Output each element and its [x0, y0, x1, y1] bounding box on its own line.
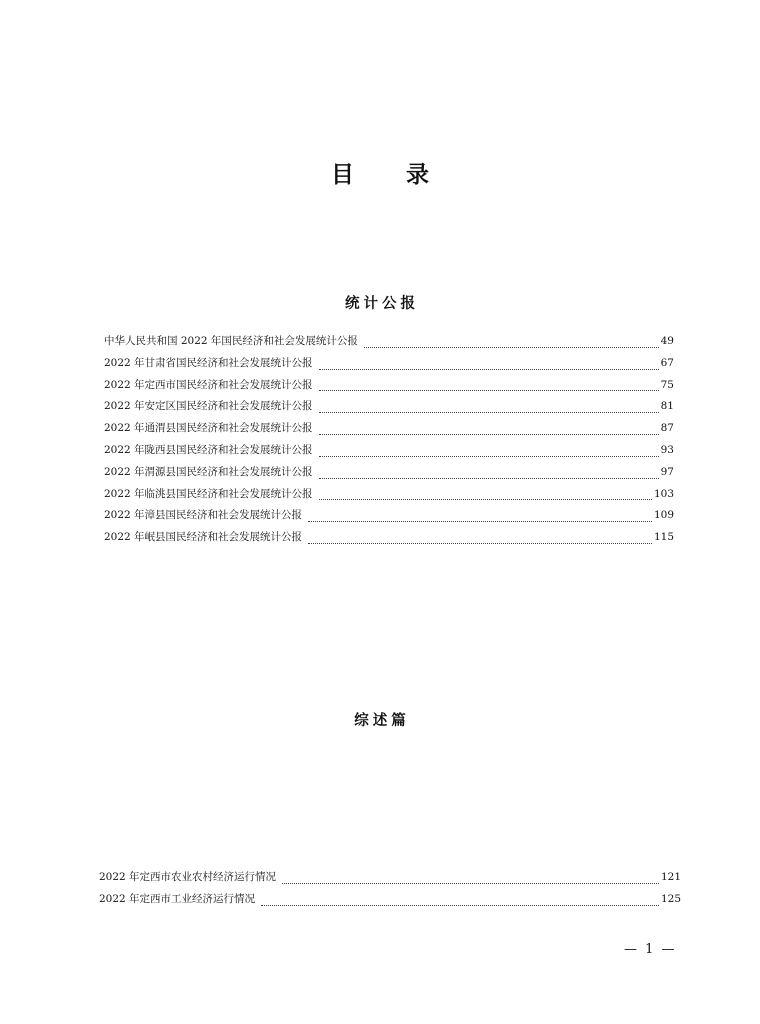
toc-leader-dots: [319, 455, 659, 457]
toc-leader-dots: [319, 498, 652, 500]
toc-leader-dots: [282, 882, 659, 884]
page-number: — 1 —: [624, 942, 677, 957]
toc-entry[interactable]: [104, 398, 674, 420]
toc-entry-label: 2022 年岷县国民经济和社会发展统计公报: [104, 531, 303, 544]
toc-entry[interactable]: [104, 464, 674, 486]
toc-leader-dots: [319, 389, 659, 391]
toc-entry[interactable]: [104, 486, 674, 508]
toc-entry[interactable]: [99, 891, 681, 913]
toc-leader-dots: [308, 520, 652, 522]
toc-leader-dots: [319, 477, 659, 479]
toc-entry[interactable]: [104, 442, 674, 464]
toc-entry-label: 2022 年渭源县国民经济和社会发展统计公报: [104, 465, 313, 478]
toc-entry-page: 97: [660, 465, 674, 478]
toc-entry[interactable]: [104, 377, 674, 399]
toc-entry-page: 75: [660, 378, 674, 391]
toc-entry-label: 2022 年陇西县国民经济和社会发展统计公报: [104, 443, 313, 456]
toc-leader-dots: [319, 368, 659, 370]
toc-entry-label: 2022 年定西市农业农村经济运行情况: [99, 871, 277, 883]
toc-entry[interactable]: [104, 507, 674, 529]
toc-leader-dots: [364, 346, 659, 348]
toc-entry-label: 2022 年漳县国民经济和社会发展统计公报: [104, 509, 303, 522]
toc-entry-label: 2022 年通渭县国民经济和社会发展统计公报: [104, 422, 313, 435]
toc-entry-label: 2022 年临洮县国民经济和社会发展统计公报: [104, 487, 313, 500]
page-title: 目 录: [330, 161, 451, 188]
toc-entry-label: 2022 年安定区国民经济和社会发展统计公报: [104, 400, 313, 413]
toc-entry-page: 109: [653, 509, 674, 522]
toc-entry-page: 67: [660, 356, 674, 369]
toc-entry-page: 121: [660, 871, 681, 883]
toc-entry[interactable]: [99, 869, 681, 891]
toc-entry-label: 2022 年定西市工业经济运行情况: [99, 892, 256, 905]
toc-entry[interactable]: [104, 529, 674, 551]
toc-entry-page: 49: [660, 335, 674, 347]
toc-entry-label: 2022 年定西市国民经济和社会发展统计公报: [104, 378, 313, 391]
toc-list-overview: [99, 869, 681, 913]
toc-entry[interactable]: [104, 420, 674, 442]
toc-entry[interactable]: [104, 333, 674, 355]
toc-entry-label: 中华人民共和国 2022 年国民经济和社会发展统计公报: [104, 335, 358, 347]
toc-entry-page: 93: [660, 443, 674, 456]
toc-leader-dots: [319, 411, 659, 413]
toc-entry-page: 87: [660, 422, 674, 435]
section-title-statistical-bulletins: 统计公报: [345, 295, 419, 312]
toc-list-statistical-bulletins: [104, 333, 674, 551]
toc-leader-dots: [319, 433, 659, 435]
toc-entry-page: 115: [653, 531, 674, 544]
toc-entry-label: 2022 年甘肃省国民经济和社会发展统计公报: [104, 356, 313, 369]
toc-entry-page: 125: [660, 892, 681, 905]
toc-entry[interactable]: [104, 355, 674, 377]
toc-entry-page: 103: [653, 487, 674, 500]
section-title-overview: 综述篇: [354, 712, 410, 729]
toc-leader-dots: [308, 542, 652, 544]
toc-leader-dots: [261, 904, 659, 906]
toc-entry-page: 81: [660, 400, 674, 413]
